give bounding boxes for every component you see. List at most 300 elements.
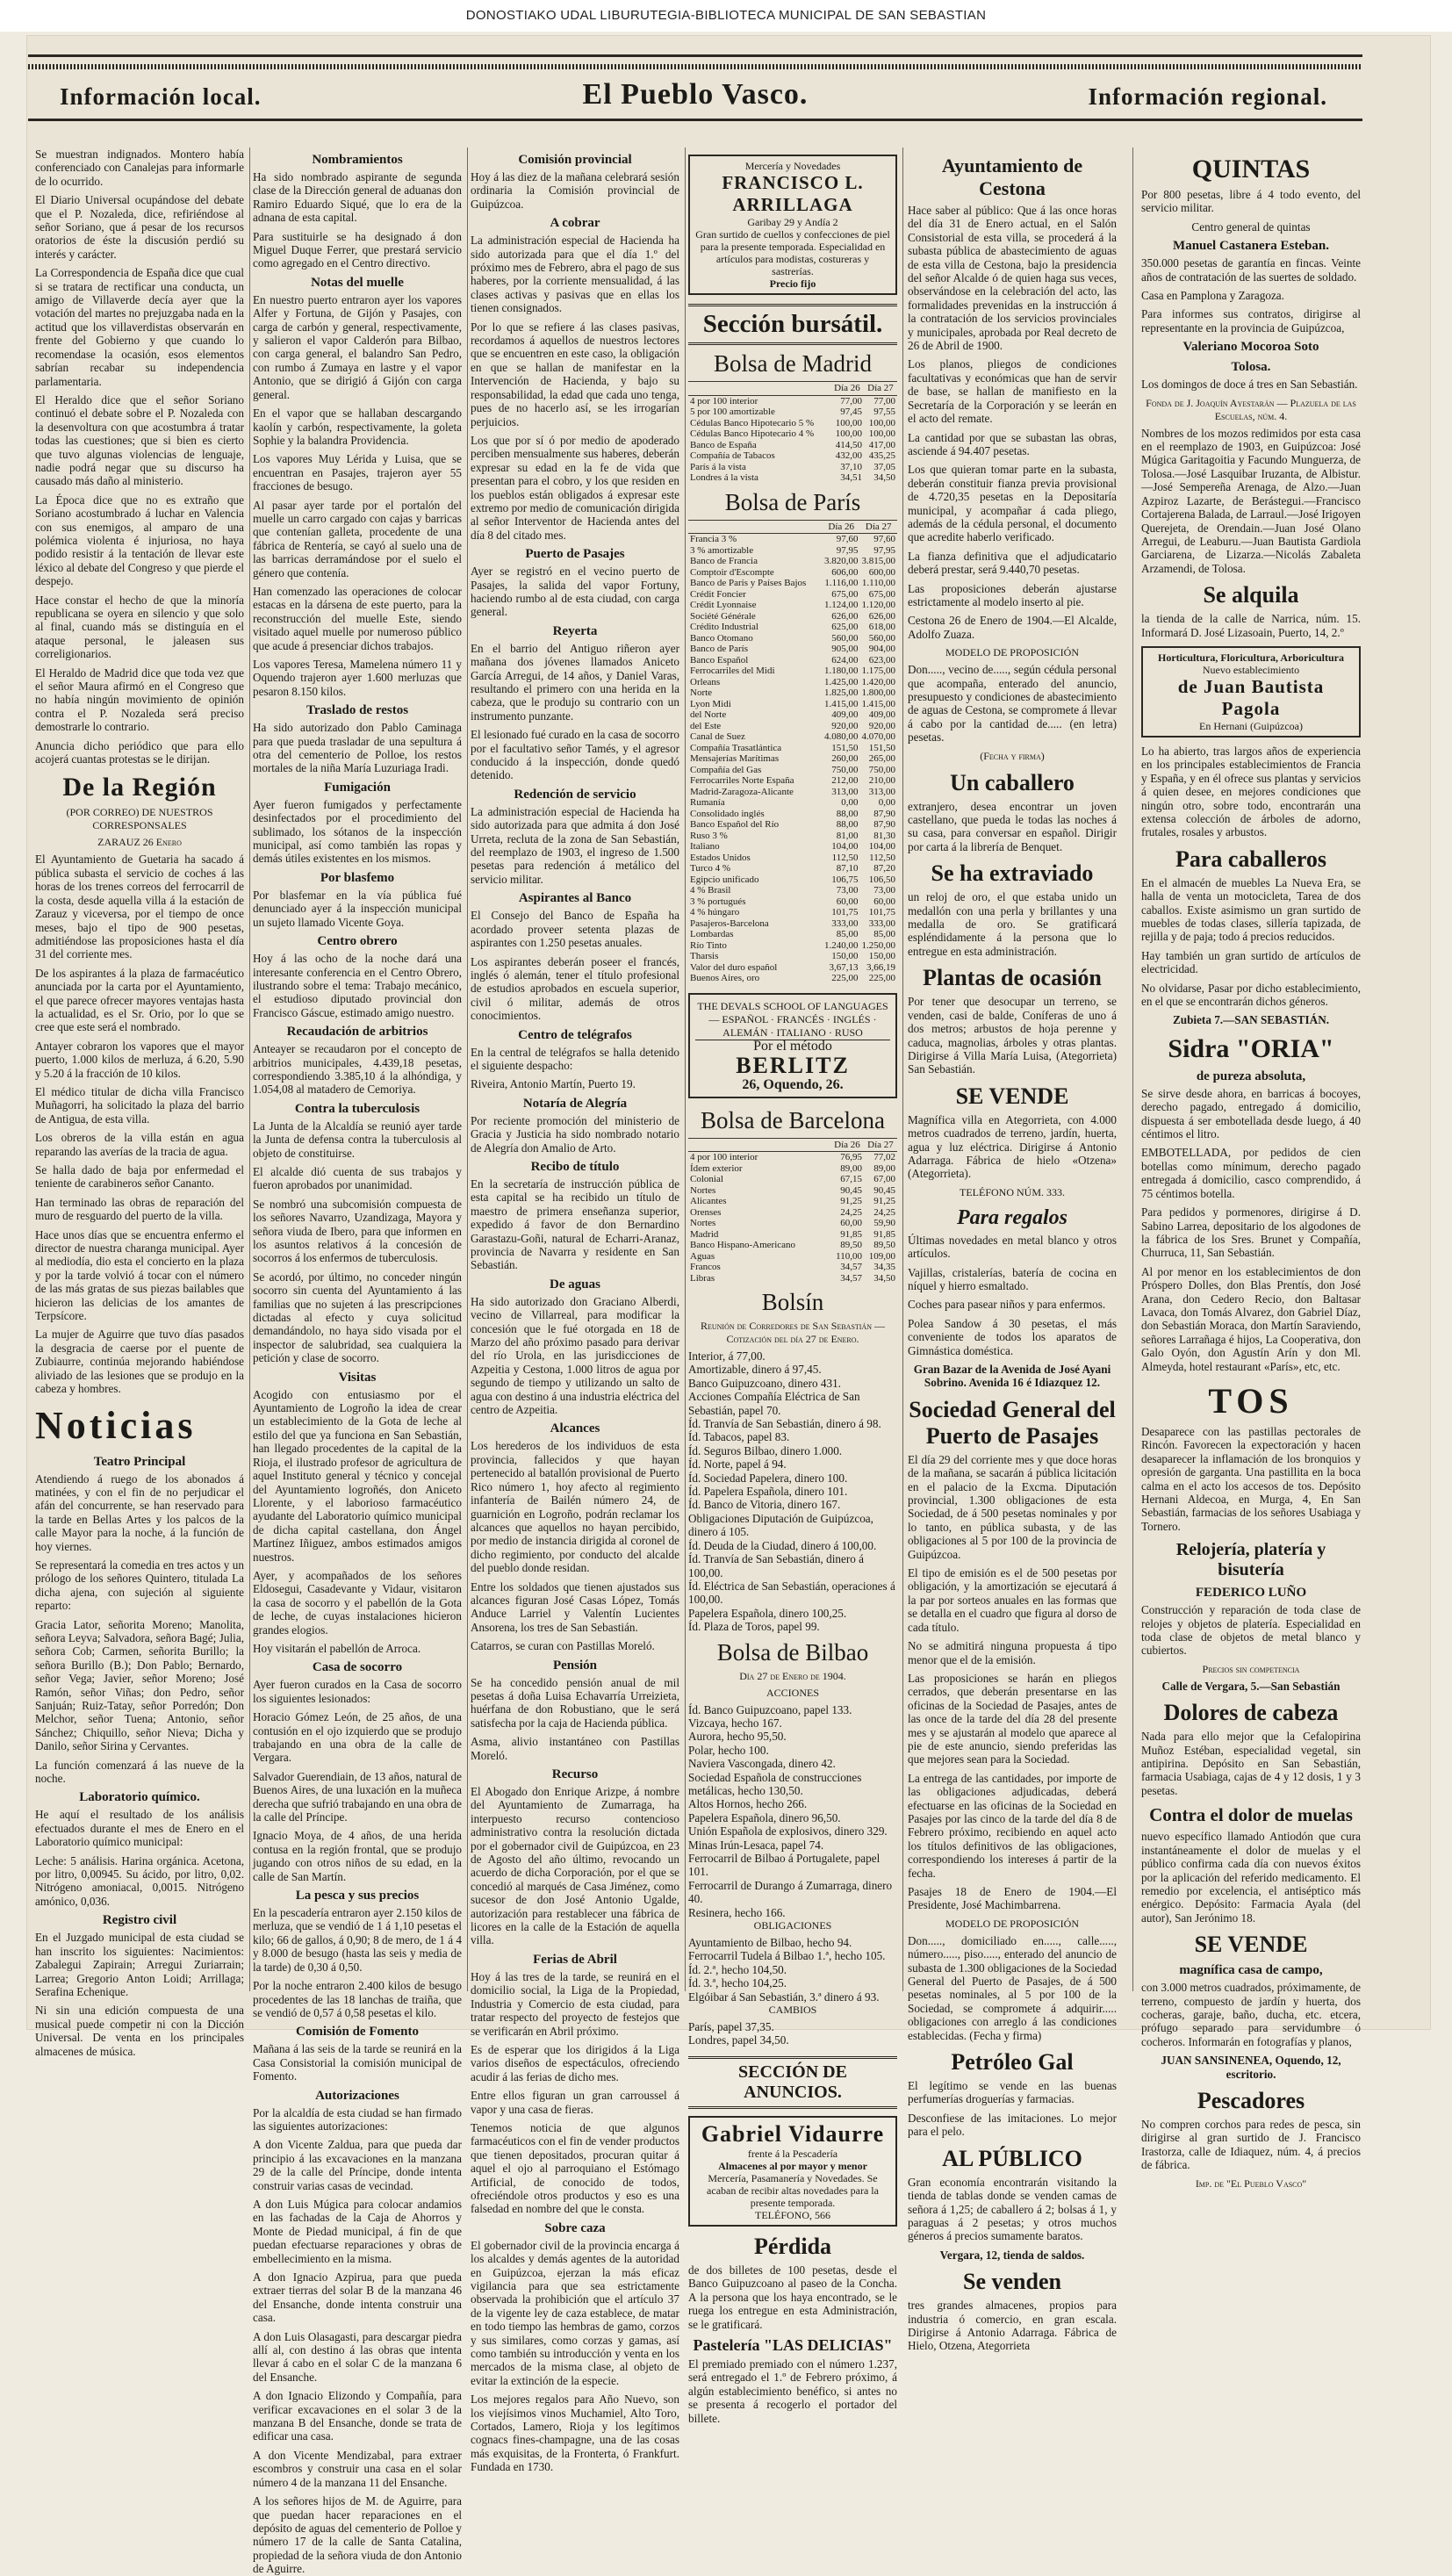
security-name: Ídem exterior: [690, 1162, 743, 1174]
table-row: [688, 962, 897, 974]
list-item: Ferrocarril de Bilbao á Portugalete, papel 101.: [688, 1852, 881, 1879]
section-heading-anuncios: SECCIÓN DE ANUNCIOS.: [688, 2056, 897, 2109]
quote-value: 1.425,00: [824, 676, 859, 687]
security-name: Compañía de Tabacos: [690, 450, 775, 461]
article-heading: Alcances: [550, 1421, 600, 1436]
paragraph: La cantidad por que se subastan las obras, asciende á 94.407 pesetas.: [908, 430, 1117, 457]
column-divider: [685, 148, 686, 1991]
quote-value: 560,00: [868, 632, 895, 644]
quote-value: 3.820,00: [824, 556, 859, 566]
paragraph: la tienda de la calle de Narrica, núm. 15. Informará D. José Lizasoain, Puerto, 14, 2.º: [1141, 612, 1361, 639]
security-name: Río Tinto: [690, 939, 727, 951]
notice-heading: Sociedad General del Puerto de Pasajes: [909, 1396, 1116, 1449]
security-name: Canal de Suez: [690, 731, 745, 742]
table-row: [688, 743, 897, 754]
quote-value: 260,00: [831, 753, 859, 764]
paragraph: Polea Sandow á 30 pesetas, el más conveniente de todos los aparatos de Gimnástica doméstica.: [908, 1316, 1117, 1357]
advertisement-arrillaga: [688, 155, 897, 295]
quote-value: 90,45: [840, 1184, 862, 1196]
quote-value: 87,20: [873, 863, 895, 874]
table-row: [688, 567, 897, 579]
ad-phone: TELÉFONO NÚM. 333.: [960, 1185, 1065, 1198]
paragraph: Por 800 pesetas, libre á 4 todo evento, del servicio militar.: [1141, 188, 1361, 215]
quote-value: 59,90: [873, 1218, 895, 1228]
quote-value: 34,50: [873, 472, 895, 483]
paragraph: La administración especial de Hacienda ha sido autorizada para que admita á don José Urreta, recluta de la zona de San Sebastián, del reemplazo de 1903, el ingreso de 1.500 pesetas para redención á metálico del servicio militar.: [471, 804, 679, 886]
security-name: Nortes: [690, 1218, 716, 1228]
ad-heading: SE VENDE: [1194, 1932, 1308, 1958]
ad-text: Por el método: [753, 1038, 832, 1054]
quote-value: 435,25: [868, 450, 895, 461]
quote-value: 77,02: [873, 1152, 895, 1162]
paragraph: Los que quieran tomar parte en la subasta, deberán constituir fianza previa provisional de 4.720,35 pesetas en la Depositaría municipal, y acompañar á cada pliego, además de la cédula personal, el documento que acredite haberlo verificado.: [908, 463, 1117, 544]
paragraph: Al pasar ayer tarde por el portalón del muelle un carro cargado con cajas y barricas que contenían galleta, procedente de una fábrica de Rentería, se cayó al suelo una de las barricas derramándose por el suelo el género que contenía.: [253, 498, 462, 579]
paragraph: Han terminado las obras de reparación del muro de resguardo del puerto de la villa.: [35, 1195, 244, 1223]
column-header: [688, 1138, 830, 1152]
section-subheading: Reunión de Corredores de San Sebastián — Cotización del día 27 de Enero.: [700, 1320, 885, 1345]
ad-phone: TELÉFONO, 566: [755, 2208, 830, 2221]
paragraph: El gobernador civil de la provincia encarga á los alcaldes y demás agentes de la autoridad en Guipúzcoa, ejerzan la más eficaz vigilancia para que sea estrictamente observada la prohibición que el artículo 37 de la vigente ley de caza establece, de matar en todo tiempo las hembras de gamo, corzos y sus similares, como corzas y gamas, así como también su introducción y venta en los mercados de la misma clase, al objeto de evitar la extinción de la especie.: [471, 2238, 679, 2387]
list-item: Íd. Papelera Española, dinero 101.: [688, 1485, 848, 1499]
article-heading: Aspirantes al Banco: [518, 891, 632, 906]
paragraph: Ha sido autorizado don Graciano Alberdi, vecino de Villarreal, para modificar la concesión que le fué otorgada en 18 de Marzo del año próximo pasado para derivar del río Urola, en las jurisdicciones de Azpeitia y Cestona, 1.000 litros de agua por segundo de tiempo y utilizando un salto de agua con destino á una industria eléctrica del centro de Azpeitia.: [471, 1294, 679, 1417]
security-name: Banco de París y Países Bajos: [690, 578, 807, 588]
quote-value: 313,00: [831, 786, 859, 797]
table-row: [688, 1152, 897, 1163]
quote-value: 104,00: [831, 841, 859, 852]
newspaper-title: El Pueblo Vasco.: [582, 78, 809, 111]
table-row: [688, 973, 897, 984]
quote-value: 560,00: [831, 632, 859, 644]
column-regional-notices: [908, 148, 1117, 2353]
security-name: 4 por 100 interior: [690, 1152, 758, 1162]
paragraph: El legítimo se vende en las buenas perfumerías droguerías y farmacias.: [908, 2079, 1117, 2106]
paragraph: Ayer se registró en el vecino puerto de Pasajes, la salida del vapor Fortuny, haciendo rumbo al de esta ciudad, con carga general.: [471, 565, 679, 619]
list-item: París, papel 37,35.: [688, 2020, 774, 2034]
paragraph: Acogido con entusiasmo por el Ayuntamiento de Logroño la idea de crear un establecimiento de la Gota de leche al estilo del que ya funciona en San Sebastián, han llegado procedentes de la capital de la Rioja, el ilustrado profesor de agricultura de aquel Instituto general y técnico y concejal del Ayuntamiento logroñés, don Aniceto Llorente, y el laborioso farmacéutico ayudante del Laboratorio químico municipal de dicha capital castellana, don Ángel Martínez Iñiguez, ambos estimados amigos nuestros.: [253, 1387, 462, 1564]
paragraph: El lesionado fué curado en la casa de socorro por el facultativo señor Tamés, y el agresor conducido á la inspección, donde quedó detenido.: [471, 728, 680, 782]
list-item: Íd. Eléctrica de San Sebastián, operaciones á 100,00.: [688, 1579, 895, 1607]
article-heading: Centro obrero: [317, 934, 398, 949]
paragraph: con 3.000 metros cuadrados, próximamente, de terreno, compuesto de jardín y huerta, dos cocheras, garaje, baño, ducha, etc. etcera, prófugo separado para servidumbre ó cocheros. Informarán en fotografías y planos,: [1141, 1981, 1361, 2048]
article-heading: De aguas: [550, 1277, 600, 1292]
paragraph: En el almacén de muebles La Nueva Era, se halla de venta un motocicleta, Tarea de dos caballos. Existe asimismo un gran surtido de muebles de todas clases, sillería tapizada, de rejilla y de paja; todo á precios reducidos.: [1141, 875, 1361, 944]
quote-value: 623,00: [868, 654, 895, 666]
column-header: Día 26: [830, 1138, 864, 1152]
paragraph: Por lo que se refiere á las clases pasivas, recordamos á aquellos de nuestros lectores que se encuentren en este caso, la obligación en que se hallan de manifestar en la Intervención de Hacienda, y bajo su responsabilidad, la edad que cada uno tenga, pues de no hacerlo así, se les irrogarían perjuicios.: [471, 320, 679, 428]
paragraph: Asma, alivio instantáneo con Pastillas Moreló.: [471, 1735, 679, 1762]
ad-text: Precio fijo: [769, 277, 816, 290]
table-row: [688, 687, 897, 699]
paragraph: Se representará la comedia en tres actos y un prólogo de los señores Quintero, titulada La dicha ajena, con sujeción al siguiente reparto:: [35, 1558, 244, 1613]
quote-value: 1.120,00: [861, 600, 895, 610]
paragraph: Hoy á las diez de la mañana celebrará sesión ordinaria la Comisión provincial de Guipúzcoa.: [471, 170, 679, 211]
paragraph: Antayer cobraron los vapores que el mayor puerto, 1.000 kilos de merluza, á 6.20, 5.90 y 5.20 á la fracción de 10 kilos.: [35, 1039, 244, 1080]
quote-value: 112,50: [869, 852, 895, 863]
security-name: Banco Hispano-Americano: [690, 1240, 796, 1250]
quote-value: 606,00: [831, 566, 859, 578]
paragraph: El tipo de emisión es el de 500 pesetas por obligación, y la amortización se ejecutará á la par por sorteos anuales en las formas que se detalla en el cuadro que figura al dorso de cada título.: [908, 1566, 1117, 1634]
paragraph: Pasajes 18 de Enero de 1904.—El Presidente, José Machimbarrena.: [908, 1885, 1117, 1912]
paragraph: Los aspirantes deberán poseer el francés, inglés ó alemán, tener el título profesional de estudios aprobados en escuela superior, civil ó militar, además de otros conocimientos.: [471, 954, 679, 1023]
paragraph: Por blasfemar en la vía pública fué denunciado ayer á la inspección municipal un sujeto llamado Vicente Goya.: [253, 888, 462, 929]
list-item: Interior, á 77,00.: [688, 1349, 766, 1363]
paragraph: Ignacio Moya, de 4 años, de una herida contusa en la región frontal, que se produjo jugando con otros niños de su edad, en la calle de San Martín.: [253, 1829, 462, 1883]
bilbao-list: [688, 1703, 897, 1920]
quote-value: 212,00: [831, 775, 859, 786]
paragraph: Ni sin una edición compuesta de una musical puede competir ni con la Dicción Universal. De venta en los principales almacenes de música.: [35, 2004, 244, 2058]
table-row: [688, 556, 897, 567]
quote-value: 91,85: [840, 1228, 862, 1240]
paragraph: Don....., vecino de....., según cédula personal que acompaña, enterado del anuncio, presupuesto y condiciones de abastecimiento de aguas de Cestona, se compromete á llevar á cabo por la cantidad de..... (en letra) pesetas.: [908, 663, 1117, 745]
market-title-bilbao: Bolsa de Bilbao: [716, 1638, 869, 1666]
quote-value: 89,00: [840, 1162, 862, 1174]
notice-heading: Ayuntamiento de Cestona: [941, 155, 1083, 199]
section-subheading: MODELO DE PROPOSICIÓN: [945, 1917, 1079, 1930]
ad-name: Gabriel Vidaurre: [701, 2120, 885, 2147]
quote-value: 151,50: [868, 742, 895, 753]
column-header: Día 26: [823, 520, 860, 534]
paragraph: Se muestran indignados. Montero había conferenciado con Canalejas para informarle de lo ocurrido.: [35, 148, 244, 188]
ad-text: Precios sin competencia: [1202, 1662, 1300, 1675]
paragraph: Los mejores regalos para Año Nuevo, son los viejísimos vinos Muchamiel, Alto Toro, Cortados, Lamero, Rioja y los legítimos cognacs fines-champagne, una de las cosas más exquisitas, de la Fronterta, ó Frankfurt. Fundada en 1730.: [471, 2393, 679, 2474]
quotes-table-madrid: [688, 381, 897, 484]
paragraph: A don Ignacio Elizondo y Compañía, para verificar excavaciones en el solar 3 de la manzana B del Ensanche, donde se trata de edificar una casa.: [253, 2389, 462, 2443]
section-title-local: Información local.: [60, 83, 262, 110]
table-row: [688, 534, 897, 545]
ad-text: Almacenes al por mayor y menor: [718, 2159, 867, 2172]
security-name: Tharsis: [690, 951, 719, 961]
column-stock-market: [688, 148, 897, 2425]
section-heading-noticias: Noticias: [35, 1403, 197, 1447]
article-heading: Notas del muelle: [311, 275, 404, 290]
security-name: Alicantes: [690, 1196, 727, 1206]
paragraph: No olvidarse, Pasar por dicho establecimiento, en el que se encontrarán dichos géneros.: [1141, 981, 1361, 1009]
paragraph: A los señores hijos de M. de Aguirre, para que puedan hacer reparaciones en el depósito de aguas del cementerio de Polloe y número 17 de la calle de Santa Catalina, propiedad de la señora viuda de don Antonio de Aguirre.: [253, 2494, 462, 2576]
quote-value: 67,15: [840, 1174, 862, 1184]
bilbao-list: [688, 2020, 897, 2047]
list-item: Íd. Tranvía de San Sebastián, dinero á 98.: [688, 1417, 881, 1431]
quote-value: 106,50: [868, 874, 895, 885]
article-heading: La pesca y sus precios: [295, 1889, 420, 1903]
paragraph: Ha sido autorizado don Pablo Caminaga para que pueda trasladar de una sepultura á otra del cementerio de Polloe, los restos mortales de la niña María Luzuriaga Iradi.: [253, 721, 462, 775]
ad-name: FRANCISCO L. ARRILLAGA: [722, 172, 864, 215]
quote-value: 3,66,19: [866, 961, 895, 973]
paragraph: Por tener que desocupar un terreno, se venden, casi de balde, Coníferas de uno á dos metros; arbustos de hoja perenne y caduca, magnolias, árboles y otras plantas. Dirigirse á Villa María Luisa, (Ategorrieta) San Sebastián.: [908, 995, 1117, 1076]
table-row: [688, 797, 897, 809]
quote-value: 150,00: [831, 951, 859, 961]
market-title-madrid: Bolsa de Madrid: [714, 350, 872, 377]
table-row: [688, 472, 897, 484]
section-heading-bursatil: Sección bursátil.: [688, 304, 897, 345]
quote-value: 1.110,00: [861, 578, 895, 588]
paragraph: Magnífica villa en Ategorrieta, con 4.000 metros cuadrados de terreno, jardín, huerta, agua y luz eléctrica. Dirigirse á Antonio Adarraga. Fábrica de hielo «Otzena» (Ategorrieta).: [908, 1112, 1117, 1181]
section-subheading: MODELO DE PROPOSICIÓN: [945, 646, 1079, 659]
quote-value: 77,00: [840, 395, 862, 407]
table-row: [688, 462, 897, 473]
table-row: [688, 395, 897, 407]
security-name: 4 % Brasil: [690, 885, 731, 896]
table-row: [688, 1218, 897, 1229]
security-name: Orleans: [690, 676, 721, 687]
column-divider: [1132, 148, 1133, 1991]
quote-value: 417,00: [868, 439, 895, 450]
list-item: Naviera Vascongada, dinero 42.: [688, 1757, 836, 1771]
paragraph: Horacio Gómez León, de 25 años, de una contusión en el ojo izquierdo que se produjo trabajando en una obra de la calle de Vergara.: [253, 1710, 462, 1765]
paragraph: Desconfiese de las imitaciones. Lo mejor para el pelo.: [908, 2111, 1117, 2139]
quote-value: 34,57: [840, 1272, 862, 1284]
table-row: [688, 1207, 897, 1219]
ad-heading: Petróleo Gal: [951, 2049, 1074, 2076]
table-row: [688, 775, 897, 787]
column-divider: [467, 148, 468, 1991]
quote-value: 73,00: [873, 885, 895, 896]
security-name: Francia 3 %: [690, 534, 737, 544]
table-row: [688, 622, 897, 633]
paragraph: Lo ha abierto, tras largos años de experiencia en los principales establecimientos de Francia y España, y en él ofrece sus plantas y servicios á quien desee, en mejores condiciones que ningún otro, sobre todo, encontrarán una extensa colección de árboles de adorno, frutales, rosales y arbustos.: [1141, 744, 1361, 839]
article-heading: Recurso: [551, 1767, 599, 1781]
paragraph: La Época dice que no es extraño que Soriano acostumbrado á luchar en Valencia con sus enemigos, al amparo de una polémica violenta é injuriosa, no haya podido resistir á la tentación de llevar este léxico al debate del Congreso y que pierde el despejo.: [35, 493, 244, 588]
ad-address: Garibay 29 y Andía 2: [747, 216, 838, 228]
quote-value: 37,05: [873, 461, 895, 472]
quote-value: 675,00: [831, 588, 859, 600]
article-heading: Contra la tuberculosis: [294, 1101, 421, 1116]
security-name: Libras: [690, 1272, 715, 1284]
table-row: [688, 666, 897, 677]
security-name: Francos: [690, 1262, 721, 1272]
paragraph: Los planos, pliegos de condiciones facultativas y económicas que han de servir de base, se hallan de manifiesto en la Secretaría de la Corporación y se leerán en el acto del remate.: [908, 357, 1117, 426]
security-name: del Este: [690, 720, 722, 731]
quote-value: 225,00: [831, 973, 859, 983]
ad-heading: AL PÚBLICO: [942, 2145, 1082, 2171]
ad-address: Calle de Vergara, 5.—San Sebastián: [1161, 1679, 1341, 1693]
security-name: Madrid: [690, 1228, 719, 1240]
list-item: Aurora, hecho 95,50.: [688, 1730, 787, 1744]
paragraph: Mañana á las seis de la tarde se reunirá en la Casa Consistorial la comisión municipal de Fomento.: [253, 2042, 462, 2083]
paragraph: Hoy á las ocho de la noche dará una interesante conferencia en el Centro Obrero, ilustrando sobre el tema: Trabajo mecánico, el estudioso diputado provincial don Francisco Gáscue, estimado amigo nuestro.: [253, 952, 462, 1019]
paragraph: Para pedidos y pormenores, dirigirse á D. Sabino Larrea, depositario de los algodones de la fábrica de los Sres. Brunet y Compañía, Churruca, 11, San Sebastián.: [1141, 1205, 1361, 1260]
paragraph: Nombres de los mozos redimidos por esta casa en el reemplazo de 1903, en Guipúzcoa: José Múgica Garitagoitia y Facundo Munguerza, de Tolosa.—José Lasquibar Iruzanta, de Albistur.—José Sempereña Arenaga, de Alzo.—Juan Azpiroz Lazarte, de Berástegui.—Francisco Cortajerena Balada, de Larraul.—José Irigoyen Querejeta, de Orendain.—Juan José Olano Arregui, de Leaburu.—Juan Bautista Gardiola Garciarena, de Lizarza.—Nicolás Zabaleta Arzamendi, de Tolosa.: [1141, 426, 1361, 575]
table-row: [688, 765, 897, 776]
quote-value: 60,00: [836, 896, 859, 907]
quote-value: 77,00: [873, 395, 895, 407]
ad-heading: Se ha extraviado: [931, 860, 1094, 887]
ad-heading: Pérdida: [753, 2233, 832, 2259]
quote-value: 90,45: [873, 1184, 895, 1196]
security-name: 5 por 100 amortizable: [690, 407, 775, 417]
quote-value: 97,60: [836, 534, 859, 544]
paragraph: Leche: 5 análisis. Harina orgánica. Acetona, por litro, 0,00945. Su ácido, por litro, 0,02. Nitrógeno amoniacal, 0,0015. Nitrógeno amónico, 0,036.: [35, 1853, 244, 1908]
quotes-table-body: [688, 1152, 897, 1284]
article-heading: A cobrar: [550, 216, 600, 231]
quote-value: 73,00: [836, 885, 859, 896]
paragraph: En nuestro puerto entraron ayer los vapores Alfer y Fortuna, de Gijón y Pasajes, con carga de carbón y general, respectivamente, y salieron el vapor Calderón para Bilbao, con carga general, el balandro San Pedro, con rumbo á Zumaya en lastre y el vapor Antonio, que se dirigió á Gijón con carga general.: [253, 292, 462, 401]
paragraph: Salvador Guerendiain, de 13 años, natural de Buenos Aires, de una luxación en la muñeca derecha que sufrió trabajando en una obra de la calle del Príncipe.: [253, 1769, 462, 1824]
table-row: [688, 418, 897, 429]
article-heading: Fumigación: [324, 780, 391, 795]
ad-text: Mercería, Pasamanería y Novedades. Se acaban de recibir altas novedades para la presente temporada.: [707, 2171, 879, 2209]
security-name: Norte: [690, 687, 713, 698]
quote-value: 1.240,00: [824, 939, 859, 951]
ad-address: En Hernani (Guipúzcoa): [1199, 719, 1303, 732]
ad-text: THE DEVALS SCHOOL OF LANGUAGES — ESPAÑOL · FRANCÉS · INGLÉS · ALEMÁN · ITALIANO · RUSO: [695, 1000, 890, 1040]
table-row: [688, 885, 897, 896]
paragraph: El Ayuntamiento de Guetaria ha sacado á pública subasta el servicio de coches á las horas de los trenes correos del ferrocarril de la costa, desde aquella villa á la estación de Zarauz y viceversa, por el tiempo de once meses, bajo el tipo de 900 pesetas, admitiéndose las proposiciones hasta el día 31 del corriente mes.: [35, 853, 244, 961]
article-heading: Visitas: [338, 1370, 377, 1385]
table-row: [688, 787, 897, 798]
section-subheading: (POR CORREO) DE NUESTROS CORRESPONSALES: [66, 806, 213, 832]
paragraph: Al por menor en los establecimientos de don Próspero Dolles, don Blas Prentís, don José Arana, don Cedero Recio, don Baltasar Lavaca, don Tomás Alvarez, don Gabriel Díaz, don Sebastián Moraca, don Martín Saraviendo, señores Larrañaga é hijos, La Cooperativa, don Galo Oyón, don Agustín Arín y don Ml. Almeyda, hotel restaurant «París», etc, etc.: [1141, 1264, 1361, 1373]
column-header: [688, 382, 830, 396]
ad-heading: Pescadores: [1197, 2087, 1305, 2113]
section-heading-region: De la Región: [62, 773, 217, 802]
table-row: [688, 1229, 897, 1241]
quote-value: 1.175,00: [861, 666, 895, 676]
column-divider: [249, 148, 250, 1991]
ad-address: Gran Bazar de la Avenida de José Ayani Sobrino. Avenida 16 é Idiazquez 12.: [913, 1363, 1111, 1390]
security-name: Pasajeros-Barcelona: [690, 917, 769, 929]
paragraph: Tenemos noticia de que algunos farmacéuticos con el fin de vender productos que tienen depositados, procuran quitar á aquel el ojo al parroquiano el Estómago Artificial, de conocido de todos, ofreciéndole otros productos y eso es una falsedad en nombre del que le consta.: [471, 2120, 679, 2216]
quote-value: 67,00: [873, 1174, 895, 1184]
article-heading: Notaría de Alegría: [522, 1096, 628, 1111]
quote-value: 409,00: [831, 709, 859, 720]
quote-value: 89,00: [873, 1162, 895, 1174]
article-heading: Comisión de Fomento: [296, 2025, 419, 2040]
table-row: [688, 1185, 897, 1197]
quote-value: 4.080,00: [824, 731, 859, 742]
paragraph: Don....., domiciliado en....., calle....., número....., piso....., enterado del anuncio de subasta de 1.300 obligaciones de la Sociedad General del Puerto de Pasajes, de á 500 pesetas nominales, al 5 por 100 de la Sociedad, se compromete á adquirir..... obligaciones con arreglo á las condiciones establecidas. (Fecha y firma): [908, 1933, 1117, 2042]
paragraph: A don Luis Olasagasti, para descargar piedra allí al, con destino á las obras que intenta llevar á cabo en el solar C de la manzana 6 del Ensanche.: [253, 2329, 462, 2384]
quote-value: 225,00: [868, 973, 895, 983]
table-row: [688, 853, 897, 864]
table-row: [688, 940, 897, 952]
list-item: Papelera Española, dinero 100,25.: [688, 1606, 847, 1620]
security-name: Cédulas Banco Hipotecario 5 %: [690, 417, 815, 428]
quote-value: 600,00: [868, 566, 895, 578]
security-name: Ruso 3 %: [690, 830, 728, 841]
masthead: [28, 54, 1362, 121]
security-name: Compañía Trasatlántica: [690, 742, 782, 753]
paragraph: El día 29 del corriente mes y que doce horas de la mañana, se sacarán á pública licitación en el palacio de la Excma. Diputación provincial, 1.300 obligaciones de esta Sociedad, de á 500 pesetas nominales y por lo tanto, en pública subasta, y de las obligaciones al 5 por 100 de la provincia de Guipúzcoa.: [908, 1452, 1117, 1561]
list-item: Íd. Norte, papel á 94.: [688, 1457, 787, 1471]
ad-heading: Sidra "ORIA": [1168, 1033, 1334, 1063]
paragraph: La función comenzará á las nueve de la noche.: [35, 1758, 244, 1786]
paragraph: Catarros, se curan con Pastillas Moreló.: [471, 1639, 655, 1653]
list-item: Minas Irún-Lesaca, papel 74.: [688, 1838, 824, 1852]
paragraph: EMBOTELLADA, por pedidos de cien botellas como mínimum, derecho pagado entregada á domicilio, casco comprendido, á 75 céntimos botella.: [1141, 1146, 1361, 1200]
quote-value: 3,67,13: [829, 961, 859, 973]
quote-value: 904,00: [868, 644, 895, 654]
ad-heading: Dolores de cabeza: [1163, 1700, 1339, 1726]
quote-value: 97,95: [836, 544, 859, 556]
quote-value: 0,00: [878, 797, 895, 808]
column-local-news-2: [253, 148, 462, 2576]
quote-value: 89,50: [873, 1240, 895, 1250]
table-row: [688, 611, 897, 622]
quote-value: 76,95: [840, 1152, 862, 1162]
quote-value: 112,50: [831, 852, 859, 863]
market-title-paris: Bolsa de París: [724, 488, 861, 515]
quote-value: 0,00: [841, 797, 859, 808]
paragraph: Ha sido nombrado aspirante de segunda clase de la Dirección general de aduanas don Ramiro Eduardo Siqué, que lo era de la adnana de esta capital.: [253, 170, 462, 225]
paragraph: extranjero, desea encontrar un joven castellano, que pueda le todas las noches á su casa, para conversar en español. Dirigir por carta á la librería de Benquet.: [908, 799, 1117, 853]
quote-value: 1.180,00: [824, 666, 859, 676]
quote-value: 110,00: [836, 1250, 862, 1262]
security-name: Cédulas Banco Hipotecario 4 %: [690, 428, 815, 439]
ad-heading: TOS: [1208, 1380, 1294, 1421]
list-item: Ferrocarril Tudela á Bilbao 1.ª, hecho 105.: [688, 1949, 886, 1963]
table-row: [688, 677, 897, 688]
paragraph: Se ha concedido pensión anual de mil pesetas á doña Luisa Echavarría Urreizieta, huérfana de don Robustiano, que le será satisfecha por la caja de Hacienda pública.: [471, 1675, 679, 1730]
quote-value: 333,00: [868, 917, 895, 929]
quote-value: 106,75: [831, 874, 859, 885]
list-item: Íd. Seguros Bilbao, dinero 1.000.: [688, 1443, 843, 1457]
paragraph: El alcalde dió cuenta de sus trabajos y fueron aprobados por unanimidad.: [253, 1164, 462, 1192]
ad-name: de Juan Bautista Pagola: [1177, 675, 1325, 719]
quote-value: 60,00: [873, 896, 895, 907]
paragraph: A don Vicente Mendizabal, para extraer escombros y construir una casa en el solar número 4 de la manzana 11 del Ensanche.: [253, 2448, 462, 2489]
security-name: Italiano: [690, 841, 720, 852]
table-row: [688, 1251, 897, 1263]
paragraph: A don Ignacio Azpirua, para que pueda extraer tierras del solar B de la manzana 46 del Ensanche, donde intenta construir una casa.: [253, 2270, 462, 2325]
section-subheading: OBLIGACIONES: [753, 1919, 832, 1932]
security-name: Turco 4 %: [690, 863, 731, 874]
table-row: [688, 600, 897, 611]
article-heading: Teatro Principal: [93, 1454, 186, 1469]
paragraph: Los vapores Muy Lérida y Luisa, que se encuentran en Pasajes, trajeron ayer 55 fracciones de besugo.: [253, 452, 462, 493]
ad-address: frente á la Pescadería: [747, 2147, 838, 2160]
paragraph: El Heraldo dice que el señor Soriano continuó el debate sobre el P. Nozaleda con la desenvoltura con que acostumbra á tratar todas las cuestiones; que si bien es cierto que tuvo algunas violencias de lenguaje, nadie podrá negar que su discurso ha causado más daño al ministerio.: [35, 392, 244, 488]
quote-value: 81,00: [836, 830, 859, 841]
table-row: [688, 545, 897, 557]
paragraph: 350.000 pesetas de garantía en fincas. Veinte años de contratación de las suertes de soldado.: [1141, 256, 1361, 284]
paragraph: Los domingos de doce á tres en San Sebastián.: [1141, 378, 1358, 392]
security-name: Ferrocarriles Norte España: [690, 775, 794, 786]
paragraph: tres grandes almacenes, propios para industria ó comercio, en gran escala. Dirigirse á Antonio Adarraga. Fábrica de Hielo, Otzena, Ategorrieta: [908, 2299, 1117, 2353]
paragraph: Ayer fueron curados en la Casa de socorro los siguientes lesionados:: [253, 1678, 462, 1705]
quote-value: 151,50: [831, 742, 859, 753]
article-heading: Reyerta: [552, 623, 598, 638]
column-local-news-3: [471, 148, 680, 2474]
paragraph: La mujer de Aguirre que tuvo días pasados la desgracia de caerse por el puente de Zubiaurre, continúa mejorando habiéndose aliviado de las lesiones que se produjo en la cabeza y hombres.: [35, 1328, 244, 1396]
security-name: Egipcio unificado: [690, 874, 759, 885]
ad-heading: Pastelería "LAS DELICIAS": [693, 2335, 893, 2354]
paragraph: Para informes sus contratos, dirigirse al representante en la provincia de Guipúzcoa,: [1141, 307, 1361, 335]
quote-value: 91,25: [840, 1196, 862, 1206]
security-name: Comptoir d'Escompte: [690, 566, 774, 578]
article-heading: Puerto de Pasajes: [525, 547, 625, 562]
table-row: [688, 699, 897, 710]
signature-line: (Fecha y firma): [980, 749, 1045, 762]
paragraph: Los vapores Teresa, Mamelena número 11 y Oquendo trajeron ayer 1.600 merluzas que pesaron 8.150 kilos.: [253, 658, 462, 698]
paragraph: El Diario Universal ocupándose del debate que el P. Nozaleda, dice, refiriéndose al señor Soriano, que á pesar de los recursos oratorios de éste la discusión perdió su interés y carácter.: [35, 193, 244, 261]
list-item: Polar, hecho 100.: [688, 1743, 769, 1757]
security-name: 3 % amortizable: [690, 544, 754, 556]
quotes-table-body: [688, 534, 897, 984]
paragraph: He aquí el resultado de los análisis efectuados durante el mes de Enero en el Laboratorio químico municipal:: [35, 1808, 244, 1849]
paragraph: En el barrio del Antiguo riñeron ayer mañana dos jóvenes llamados Aniceto García Arregui, de 14 años, y Daniel Varas, resultando el primero con una herida en la cabeza, que le produjo su contrario con un instrumento punzante.: [471, 641, 679, 723]
quote-value: 91,25: [873, 1196, 895, 1206]
quote-value: 626,00: [831, 610, 859, 622]
security-name: Lyon Midi: [690, 698, 731, 709]
paragraph: Hoy á las tres de la tarde, se reunirá en el domicilio social, la Liga de la Propiedad, Industria y Comercio de esta ciudad, para tratar respecto del proyecto de festejos que se verificarán en Abril próximo.: [471, 1969, 679, 2038]
security-name: del Norte: [690, 709, 727, 720]
paragraph: Hace unos días que se encuentra enfermo el director de nuestra charanga municipal. Ayer al mediodía, dio esta el concierto en la plaza y por la tarde volvió á tocar con el número de las más gratas de sus piezas bailables que hicieron las delicias de los amantes de Terpsícore.: [35, 1227, 244, 1323]
table-row: [688, 407, 897, 418]
paragraph: No compren corchos para redes de pesca, sin dirigirse al gran surtido de J. Francisco Irastorza, calle de Idiaquez, núm. 4, á precios de fábrica.: [1141, 2117, 1361, 2172]
article-heading: Sobre caza: [544, 2220, 606, 2235]
quotes-table-barcelona: [688, 1138, 897, 1284]
